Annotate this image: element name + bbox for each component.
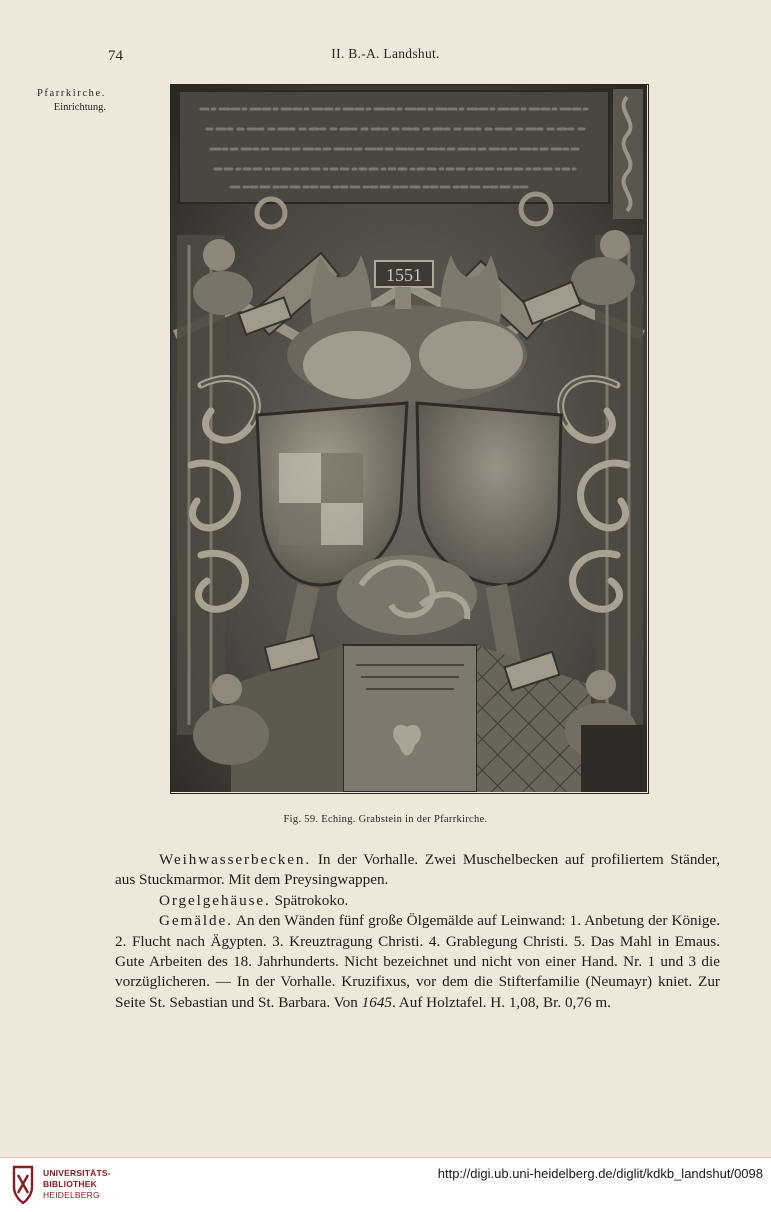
paragraph-gemaelde — [115, 911, 720, 1013]
entry-text: In der Vorhalle. Zwei Muschelbecken auf profiliertem Ständer, aus Stuckmarmor. Mit dem Preysingwappen. — [115, 851, 720, 889]
paragraph-weihwasserbecken — [115, 850, 720, 891]
entry-heading: Gemälde. — [159, 912, 233, 930]
logo-line3: HEIDELBERG — [43, 1190, 100, 1200]
tombstone-date: 1551 — [386, 265, 422, 285]
body-text — [115, 850, 720, 1013]
logo-line2: BIBLIOTHEK — [43, 1179, 97, 1189]
university-library-name[interactable] — [43, 1168, 111, 1201]
margin-note-line2: Einrichtung. — [53, 102, 106, 113]
margin-note — [37, 87, 106, 115]
university-library-logo-icon[interactable] — [10, 1165, 36, 1205]
page-number: 74 — [108, 48, 123, 64]
margin-note-line1: Pfarrkirche. — [36, 88, 106, 99]
tombstone-photograph — [170, 84, 649, 794]
document-url-link[interactable]: http://digi.ub.uni-heidelberg.de/diglit/kdkb_landshut/0098 — [437, 1166, 763, 1181]
tombstone-illustration — [171, 85, 647, 792]
running-title: II. B.-A. Landshut. — [331, 46, 440, 61]
entry-heading: Orgelgehäuse. — [159, 891, 271, 909]
paragraph-orgelgehaeuse — [115, 891, 720, 911]
entry-text: Spätrokoko. — [270, 891, 349, 909]
viewer-footer — [0, 1157, 771, 1212]
entry-heading: Weihwasserbecken. — [159, 851, 312, 868]
figure-caption: Fig. 59. Eching. Grabstein in der Pfarrkirche. — [283, 814, 488, 825]
entry-text: An den Wänden fünf große Ölgemälde auf Leinwand: 1. Anbetung der Könige. 2. Flucht nach Ägypten. 3. Kreuztragung Christi. 4. Grablegung Christi. 5. Das Mahl in Emaus. Gute Arbeiten des 18. Jahrhunderts. Nicht bezeichnet und nicht von einer Hand. Nr. 1 und 3 die vorzüglicheren. — In der Vorhalle. Kruzifixus, vor dem die Stifterfamilie (Neumayr) kniet. Zur Seite St. Sebastian und St. Barbara. Von — [115, 912, 720, 1011]
entry-text: . Auf Holztafel. H. 1,08, Br. 0,76 m. — [392, 993, 611, 1011]
entry-year: 1645 — [361, 993, 393, 1011]
logo-line1: UNIVERSITÄTS- — [43, 1168, 111, 1178]
